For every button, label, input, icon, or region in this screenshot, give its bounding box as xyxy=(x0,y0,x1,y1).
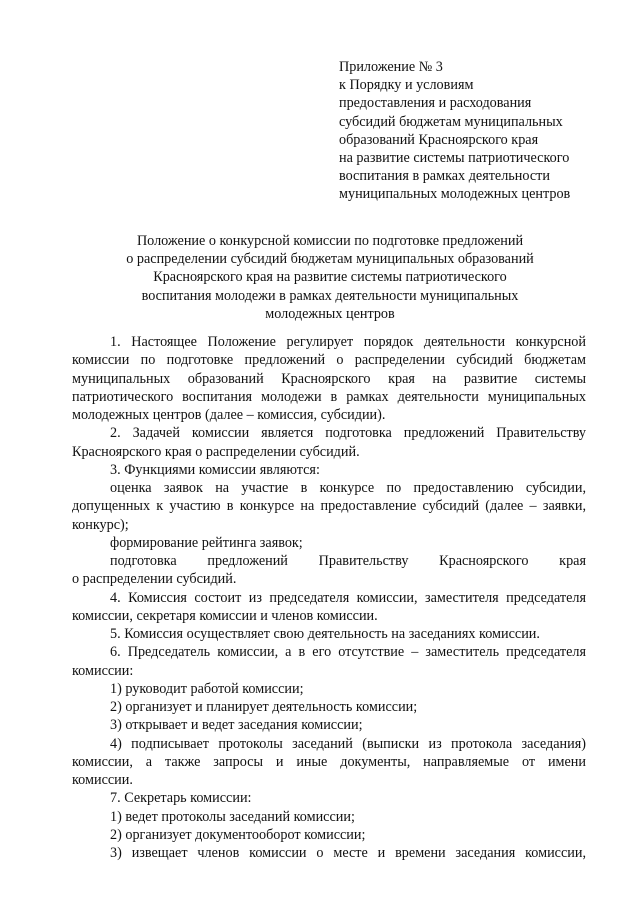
body-line: 4) подписывает протоколы заседаний (выписки из протокола заседания) xyxy=(110,735,586,752)
body-line: патриотического воспитания молодежи в рамках деятельности муниципальных xyxy=(72,388,586,405)
body-line: 5. Комиссия осуществляет свою деятельность на заседаниях комиссии. xyxy=(110,626,540,642)
appendix-line: образований Красноярского края xyxy=(339,131,539,148)
appendix-line: субсидий бюджетам муниципальных xyxy=(339,113,563,130)
body-line: конкурс); xyxy=(72,516,129,533)
appendix-line: к Порядку и условиям xyxy=(339,77,474,94)
appendix-line: на развитие системы патриотического xyxy=(339,150,570,167)
appendix-line: Приложение № 3 xyxy=(339,59,443,75)
title-line: молодежных центров xyxy=(265,305,395,322)
body-line: 3) извещает членов комиссии о месте и времени заседания комиссии, xyxy=(110,845,586,861)
appendix-line: воспитания в рамках деятельности xyxy=(339,168,550,185)
title-line: Красноярского края на развитие системы патриотического xyxy=(153,269,507,286)
body-line: молодежных центров (далее – комиссия, субсидии). xyxy=(72,407,386,423)
body-line: 1. Настоящее Положение регулирует порядок деятельности конкурсной xyxy=(110,334,586,350)
body-line: 3. Функциями комиссии являются: xyxy=(110,461,320,478)
body-line: подготовка предложений Правительству Красноярского края xyxy=(110,553,586,569)
appendix-line: муниципальных молодежных центров xyxy=(339,186,571,203)
body-line: о распределении субсидий. xyxy=(72,571,237,588)
body-line: комиссии. xyxy=(72,772,133,788)
body-line: комиссии, секретаря комиссии и членов комиссии. xyxy=(72,607,378,624)
body-line: 6. Председатель комиссии, а в его отсутствие – заместитель председателя xyxy=(110,644,586,661)
body-line: допущенных к участию в конкурсе на предоставление субсидий (далее – заявки, xyxy=(72,498,586,515)
appendix-line: предоставления и расходования xyxy=(339,95,532,112)
body-line: комиссии, а также запросы и иные документы, направляемые от имени xyxy=(72,753,586,770)
body-line: 7. Секретарь комиссии: xyxy=(110,790,252,807)
appendix-header xyxy=(339,58,629,204)
body-line: 2) организует и планирует деятельность комиссии; xyxy=(110,699,418,715)
body-line: 1) ведет протоколы заседаний комиссии; xyxy=(110,808,355,825)
body-line: 2. Задачей комиссии является подготовка предложений Правительству xyxy=(110,425,586,442)
body-line: 1) руководит работой комиссии; xyxy=(110,680,304,697)
body-line: 4. Комиссия состоит из председателя комиссии, заместителя председателя xyxy=(110,589,586,606)
body-line: комиссии: xyxy=(72,662,134,679)
document-title xyxy=(60,232,600,323)
title-line: о распределении субсидий бюджетам муниципальных образований xyxy=(126,251,534,268)
body-line: 2) организует документооборот комиссии; xyxy=(110,826,366,843)
body-line: Красноярского края о распределении субсидий. xyxy=(72,443,360,460)
body-line: 3) открывает и ведет заседания комиссии; xyxy=(110,717,363,734)
title-line: воспитания молодежи в рамках деятельности муниципальных xyxy=(141,287,519,304)
body-line: муниципальных образований Красноярского края на развитие системы xyxy=(72,370,586,387)
body-line: формирование рейтинга заявок; xyxy=(110,534,303,551)
document-body xyxy=(72,333,586,862)
title-line: Положение о конкурсной комиссии по подготовке предложений xyxy=(136,233,524,249)
body-line: оценка заявок на участие в конкурсе по предоставлению субсидии, xyxy=(110,480,586,496)
body-line: комиссии по подготовке предложений о распределении субсидий бюджетам xyxy=(72,352,586,369)
